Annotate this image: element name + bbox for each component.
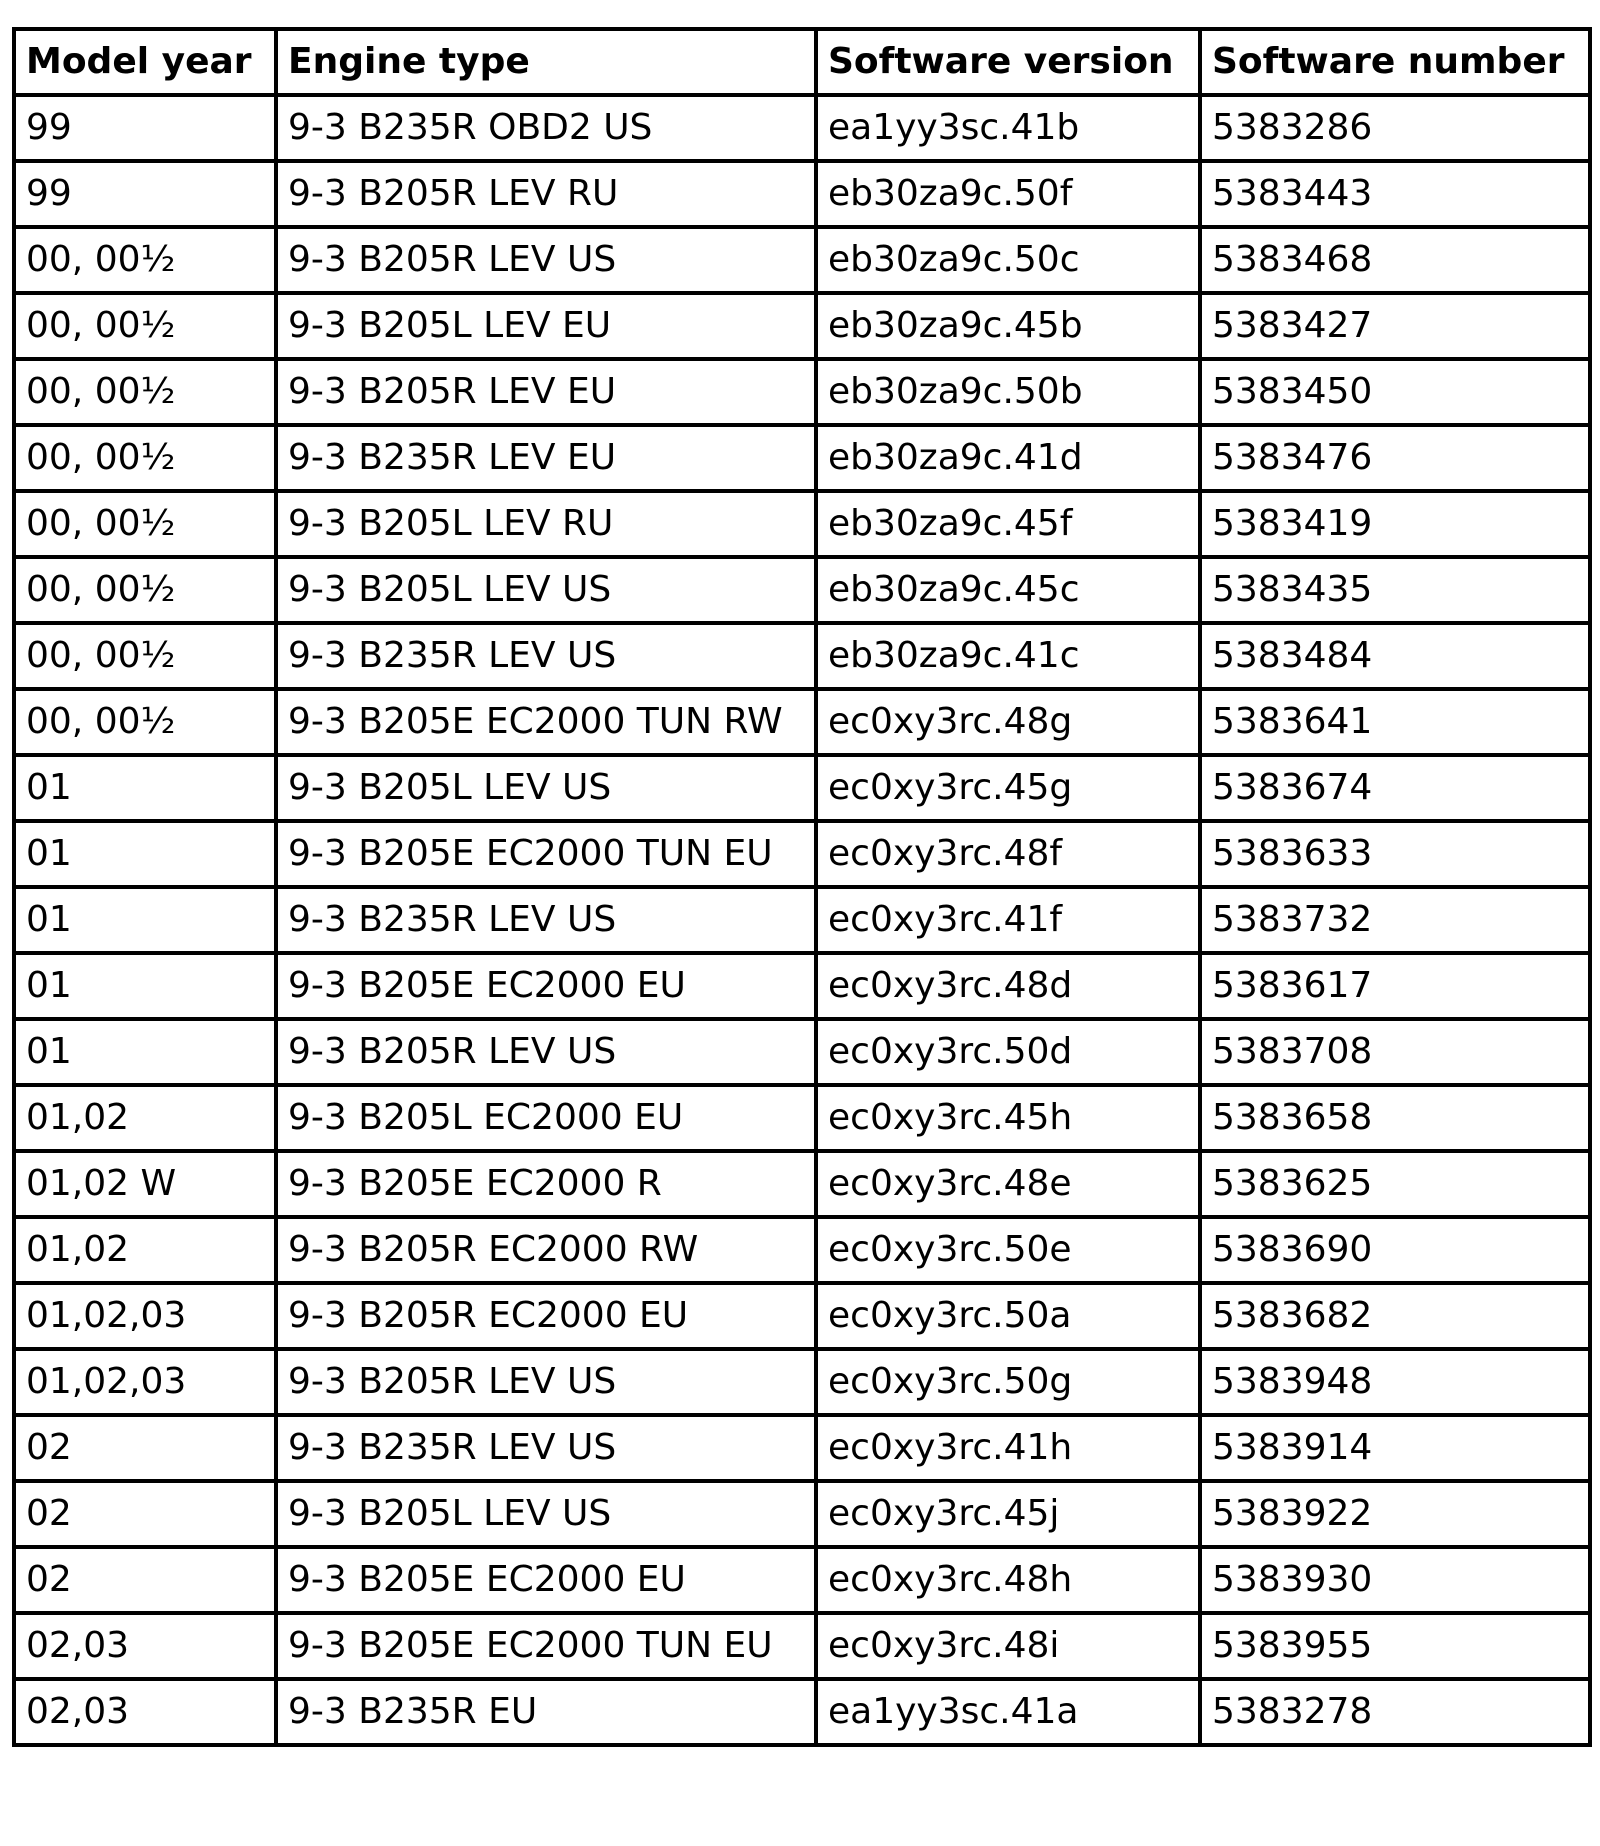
cell-engine-type: 9-3 B235R LEV US [276, 887, 816, 953]
table-row [14, 227, 1590, 293]
cell-engine-type: 9-3 B205L LEV US [276, 1481, 816, 1547]
cell-software-number: 5383658 [1200, 1085, 1590, 1151]
cell-software-number: 5383625 [1200, 1151, 1590, 1217]
cell-model-year: 01 [14, 755, 276, 821]
cell-software-version: ec0xy3rc.50a [816, 1283, 1200, 1349]
cell-software-version: ec0xy3rc.50g [816, 1349, 1200, 1415]
cell-model-year: 01,02 [14, 1217, 276, 1283]
cell-engine-type: 9-3 B205R LEV RU [276, 161, 816, 227]
table-row [14, 1217, 1590, 1283]
cell-engine-type: 9-3 B205E EC2000 EU [276, 953, 816, 1019]
cell-model-year: 00, 00½ [14, 425, 276, 491]
cell-model-year: 01 [14, 887, 276, 953]
cell-engine-type: 9-3 B205R LEV US [276, 1019, 816, 1085]
cell-model-year: 01 [14, 953, 276, 1019]
cell-software-number: 5383682 [1200, 1283, 1590, 1349]
cell-model-year: 02,03 [14, 1613, 276, 1679]
cell-software-version: eb30za9c.45b [816, 293, 1200, 359]
cell-engine-type: 9-3 B205E EC2000 R [276, 1151, 816, 1217]
table-row [14, 1415, 1590, 1481]
table-row [14, 887, 1590, 953]
cell-software-version: ec0xy3rc.48h [816, 1547, 1200, 1613]
cell-software-number: 5383450 [1200, 359, 1590, 425]
table-row [14, 557, 1590, 623]
cell-software-version: ec0xy3rc.48e [816, 1151, 1200, 1217]
cell-software-number: 5383278 [1200, 1679, 1590, 1745]
cell-engine-type: 9-3 B205E EC2000 TUN EU [276, 821, 816, 887]
cell-model-year: 00, 00½ [14, 557, 276, 623]
table-row [14, 755, 1590, 821]
header-software-number: Software number [1200, 29, 1590, 95]
cell-software-version: eb30za9c.50f [816, 161, 1200, 227]
software-table [12, 27, 1592, 1747]
cell-software-number: 5383641 [1200, 689, 1590, 755]
cell-model-year: 00, 00½ [14, 227, 276, 293]
header-software-version: Software version [816, 29, 1200, 95]
header-engine-type: Engine type [276, 29, 816, 95]
cell-software-number: 5383674 [1200, 755, 1590, 821]
cell-engine-type: 9-3 B205R EC2000 RW [276, 1217, 816, 1283]
cell-software-version: eb30za9c.41c [816, 623, 1200, 689]
cell-software-version: ec0xy3rc.48d [816, 953, 1200, 1019]
cell-model-year: 02 [14, 1415, 276, 1481]
table-row [14, 1349, 1590, 1415]
cell-model-year: 01 [14, 821, 276, 887]
cell-software-number: 5383708 [1200, 1019, 1590, 1085]
table-row [14, 95, 1590, 161]
cell-engine-type: 9-3 B205L EC2000 EU [276, 1085, 816, 1151]
cell-engine-type: 9-3 B205E EC2000 TUN EU [276, 1613, 816, 1679]
cell-engine-type: 9-3 B205E EC2000 TUN RW [276, 689, 816, 755]
cell-model-year: 99 [14, 161, 276, 227]
table-row [14, 821, 1590, 887]
cell-engine-type: 9-3 B205E EC2000 EU [276, 1547, 816, 1613]
table-row [14, 689, 1590, 755]
cell-engine-type: 9-3 B205R LEV EU [276, 359, 816, 425]
cell-model-year: 01,02,03 [14, 1283, 276, 1349]
table-row [14, 1283, 1590, 1349]
cell-engine-type: 9-3 B235R LEV US [276, 623, 816, 689]
cell-software-number: 5383633 [1200, 821, 1590, 887]
cell-software-number: 5383732 [1200, 887, 1590, 953]
cell-model-year: 02 [14, 1547, 276, 1613]
cell-model-year: 01,02 W [14, 1151, 276, 1217]
cell-software-version: ec0xy3rc.48f [816, 821, 1200, 887]
cell-software-number: 5383468 [1200, 227, 1590, 293]
cell-software-version: ea1yy3sc.41a [816, 1679, 1200, 1745]
cell-software-version: ec0xy3rc.48g [816, 689, 1200, 755]
cell-software-number: 5383435 [1200, 557, 1590, 623]
table-row [14, 1019, 1590, 1085]
cell-software-version: ec0xy3rc.45g [816, 755, 1200, 821]
cell-model-year: 00, 00½ [14, 491, 276, 557]
cell-model-year: 01,02,03 [14, 1349, 276, 1415]
cell-engine-type: 9-3 B205L LEV EU [276, 293, 816, 359]
cell-software-version: ec0xy3rc.50d [816, 1019, 1200, 1085]
cell-software-number: 5383484 [1200, 623, 1590, 689]
table-row [14, 1547, 1590, 1613]
cell-engine-type: 9-3 B235R LEV EU [276, 425, 816, 491]
cell-software-number: 5383476 [1200, 425, 1590, 491]
table-row [14, 425, 1590, 491]
table-body [14, 95, 1590, 1745]
cell-software-number: 5383930 [1200, 1547, 1590, 1613]
cell-software-number: 5383427 [1200, 293, 1590, 359]
table-row [14, 623, 1590, 689]
cell-software-number: 5383914 [1200, 1415, 1590, 1481]
cell-model-year: 00, 00½ [14, 689, 276, 755]
cell-software-version: ec0xy3rc.45j [816, 1481, 1200, 1547]
cell-software-number: 5383922 [1200, 1481, 1590, 1547]
table-row [14, 1613, 1590, 1679]
header-model-year: Model year [14, 29, 276, 95]
cell-model-year: 00, 00½ [14, 623, 276, 689]
cell-engine-type: 9-3 B205R LEV US [276, 227, 816, 293]
cell-engine-type: 9-3 B205R EC2000 EU [276, 1283, 816, 1349]
table-row [14, 359, 1590, 425]
cell-software-version: eb30za9c.50b [816, 359, 1200, 425]
cell-software-number: 5383286 [1200, 95, 1590, 161]
cell-software-version: ec0xy3rc.41f [816, 887, 1200, 953]
cell-model-year: 01 [14, 1019, 276, 1085]
cell-model-year: 00, 00½ [14, 359, 276, 425]
cell-software-number: 5383443 [1200, 161, 1590, 227]
cell-software-version: ec0xy3rc.45h [816, 1085, 1200, 1151]
cell-software-number: 5383617 [1200, 953, 1590, 1019]
cell-engine-type: 9-3 B235R LEV US [276, 1415, 816, 1481]
cell-software-version: ea1yy3sc.41b [816, 95, 1200, 161]
table-header-row [14, 29, 1590, 95]
cell-engine-type: 9-3 B235R OBD2 US [276, 95, 816, 161]
cell-software-number: 5383948 [1200, 1349, 1590, 1415]
cell-software-number: 5383419 [1200, 491, 1590, 557]
table-row [14, 293, 1590, 359]
cell-engine-type: 9-3 B205L LEV US [276, 755, 816, 821]
cell-engine-type: 9-3 B205R LEV US [276, 1349, 816, 1415]
cell-software-number: 5383955 [1200, 1613, 1590, 1679]
cell-software-number: 5383690 [1200, 1217, 1590, 1283]
cell-model-year: 99 [14, 95, 276, 161]
cell-engine-type: 9-3 B205L LEV RU [276, 491, 816, 557]
cell-software-version: ec0xy3rc.48i [816, 1613, 1200, 1679]
cell-model-year: 02 [14, 1481, 276, 1547]
table-row [14, 1085, 1590, 1151]
table-row [14, 1151, 1590, 1217]
cell-software-version: ec0xy3rc.50e [816, 1217, 1200, 1283]
table-row [14, 161, 1590, 227]
cell-engine-type: 9-3 B205L LEV US [276, 557, 816, 623]
table-row [14, 1481, 1590, 1547]
cell-software-version: eb30za9c.50c [816, 227, 1200, 293]
cell-software-version: eb30za9c.45c [816, 557, 1200, 623]
table-row [14, 1679, 1590, 1745]
cell-engine-type: 9-3 B235R EU [276, 1679, 816, 1745]
cell-software-version: ec0xy3rc.41h [816, 1415, 1200, 1481]
cell-model-year: 01,02 [14, 1085, 276, 1151]
table-row [14, 953, 1590, 1019]
cell-software-version: eb30za9c.41d [816, 425, 1200, 491]
cell-software-version: eb30za9c.45f [816, 491, 1200, 557]
cell-model-year: 00, 00½ [14, 293, 276, 359]
table-row [14, 491, 1590, 557]
cell-model-year: 02,03 [14, 1679, 276, 1745]
